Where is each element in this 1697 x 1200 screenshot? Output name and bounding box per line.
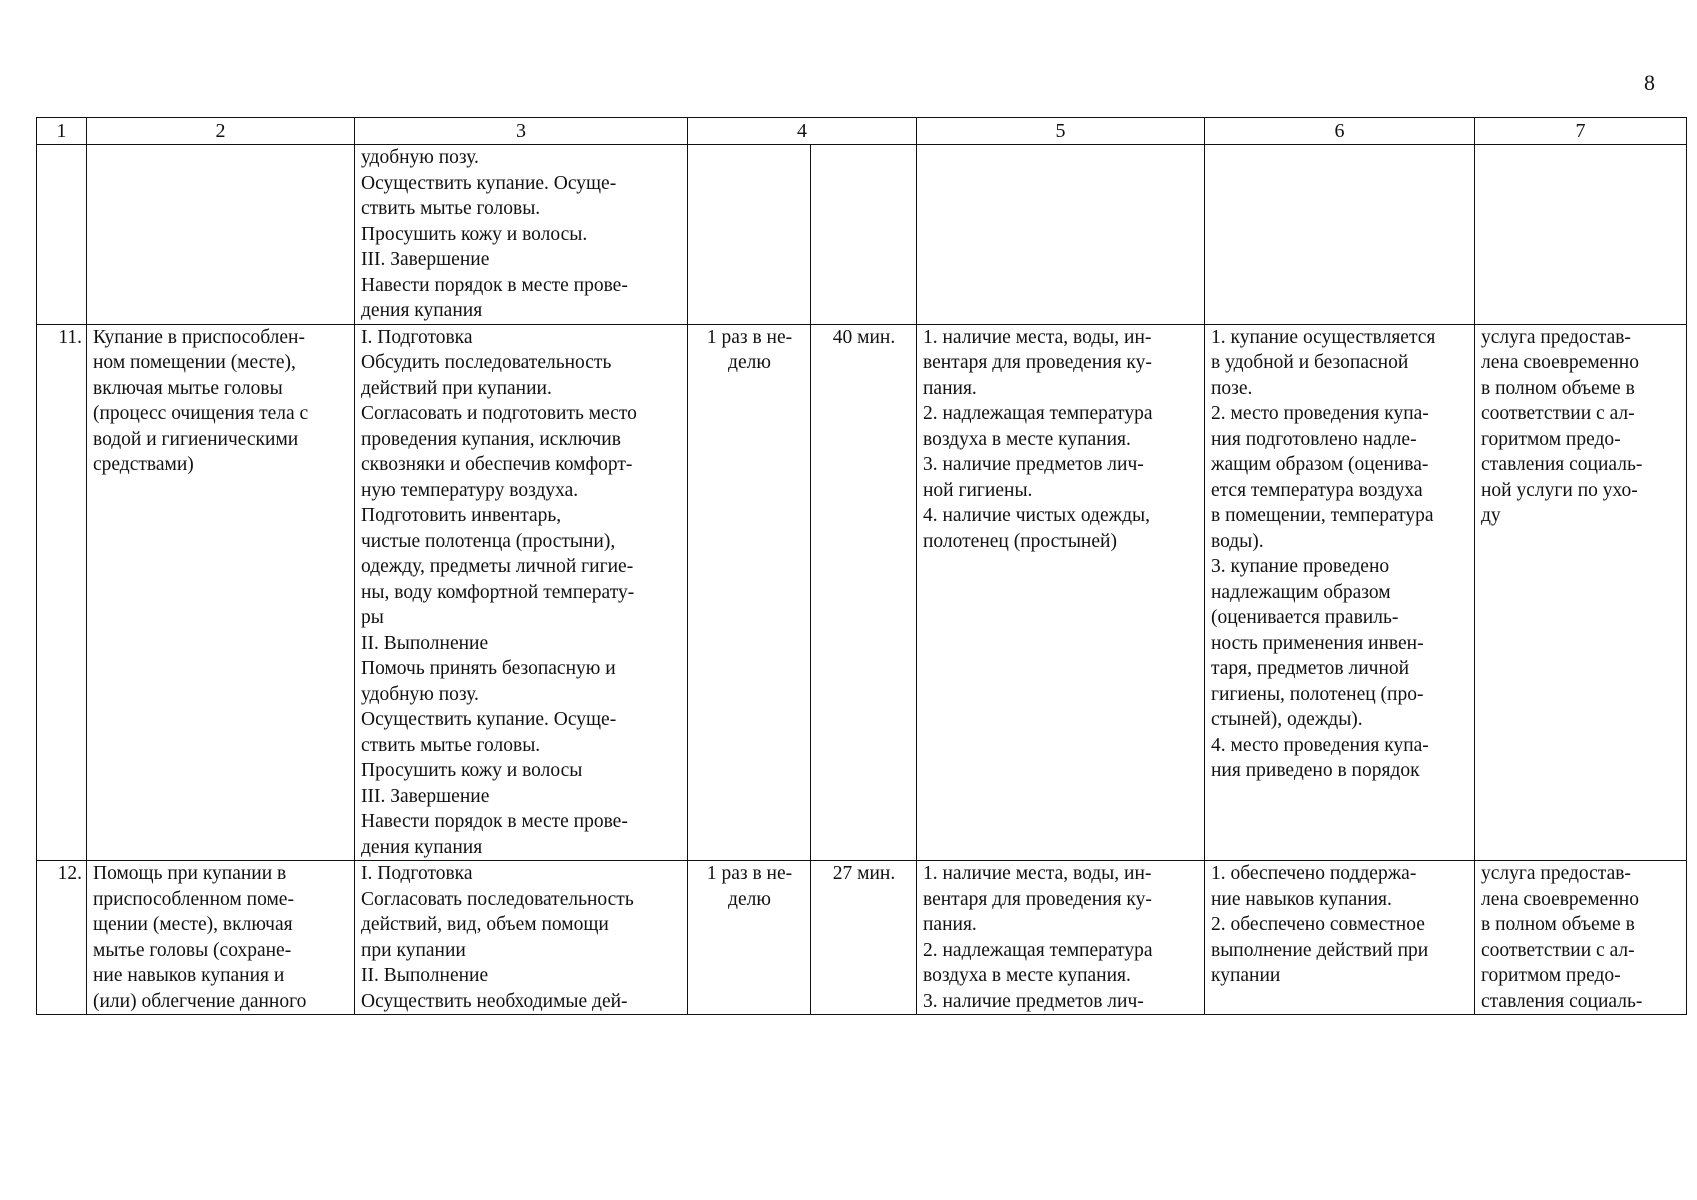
header-cell-1: 1: [37, 118, 87, 145]
text-line: полотенец (простыней): [923, 530, 1117, 552]
text-line: услуга предостав-: [1481, 326, 1631, 348]
text-line: ном помещении (месте),: [93, 352, 296, 373]
services-table: [36, 117, 1687, 1015]
text-line: в удобной и безопасной: [1211, 352, 1409, 373]
text-line: воздуха в месте купания.: [923, 965, 1131, 986]
text-line: ставления социаль-: [1481, 990, 1643, 1012]
text-line: Обсудить последовательность: [361, 352, 612, 373]
text-line: 1. наличие места, воды, ин-: [923, 863, 1152, 884]
header-cell-6: 6: [1205, 118, 1475, 145]
evaluation-cell: [1475, 861, 1687, 1015]
text-line: воздуха в месте купания.: [923, 428, 1131, 450]
text-line: в помещении, температура: [1211, 505, 1434, 526]
text-line: (или) облегчение данного: [93, 990, 307, 1012]
text-line: пания.: [923, 914, 977, 935]
row-number-cell: 12.: [37, 861, 87, 1015]
text-line: Подготовить инвентарь,: [361, 505, 562, 526]
header-cell-5: 5: [917, 118, 1205, 145]
frequency-cell: [688, 145, 811, 325]
text-line: таря, предметов личной: [1211, 658, 1410, 679]
text-line: Просушить кожу и волосы: [361, 760, 583, 781]
text-line: Помочь принять безопасную и: [361, 658, 616, 679]
text-line: приспособленном поме-: [93, 888, 294, 910]
text-line: ность применения инвен-: [1211, 632, 1424, 654]
text-line: лена своевременно: [1481, 888, 1639, 910]
text-line: соответствии с ал-: [1481, 403, 1635, 424]
text-line: стыней), одежды).: [1211, 709, 1363, 730]
text-line: вентаря для проведения ку-: [923, 352, 1152, 373]
text-line: одежду, предметы личной гигие-: [361, 556, 634, 577]
text-line: ствить мытье головы.: [361, 734, 541, 756]
text-line: ние навыков купания и: [93, 965, 285, 986]
text-line: ставления социаль-: [1481, 454, 1643, 475]
text-line: ны, воду комфортной температу-: [361, 581, 635, 603]
text-line: Согласовать и подготовить место: [361, 403, 637, 424]
text-line: Согласовать последовательность: [361, 888, 634, 910]
service-name-cell: [87, 145, 355, 325]
text-line: Помощь при купании в: [93, 863, 287, 884]
text-line: 3. наличие предметов лич-: [923, 454, 1144, 475]
text-line: Просушить кожу и волосы.: [361, 223, 588, 245]
text-line: 1 раз в не-: [706, 326, 793, 348]
text-line: II. Выполнение: [361, 632, 489, 654]
text-line: I. Подготовка: [361, 326, 473, 348]
table-row: [37, 861, 1687, 1015]
text-line: 40 мин.: [832, 326, 896, 348]
frequency-cell: [688, 324, 811, 861]
header-row: [37, 118, 1687, 145]
service-name-cell: [87, 324, 355, 861]
text-line: 2. место проведения купа-: [1211, 403, 1429, 424]
text-line: удобную позу.: [361, 147, 479, 168]
text-line: гигиены, полотенец (про-: [1211, 683, 1424, 705]
text-line: (процесс очищения тела с: [93, 403, 309, 424]
text-line: 4. место проведения купа-: [1211, 734, 1429, 756]
row-number-cell: [37, 145, 87, 325]
text-line: 2. надлежащая температура: [923, 939, 1153, 961]
text-line: ду: [1481, 505, 1501, 526]
text-line: делю: [728, 888, 771, 910]
text-line: Осуществить необходимые дей-: [361, 990, 628, 1012]
text-line: дения купания: [361, 836, 483, 858]
text-line: водой и гигиеническими: [93, 428, 299, 450]
text-line: надлежащим образом: [1211, 581, 1391, 603]
text-line: III. Завершение: [361, 785, 490, 807]
header-cell-3: 3: [355, 118, 688, 145]
page-number: 8: [1644, 70, 1655, 95]
service-name-cell: [87, 861, 355, 1015]
text-line: лена своевременно: [1481, 352, 1639, 373]
text-line: удобную позу.: [361, 683, 479, 705]
text-line: услуга предостав-: [1481, 863, 1631, 884]
results-cell: [1205, 861, 1475, 1015]
text-line: Осуществить купание. Осуще-: [361, 709, 617, 730]
text-line: пания.: [923, 377, 977, 399]
text-line: воды).: [1211, 530, 1264, 552]
conditions-cell: [917, 324, 1205, 861]
text-line: Купание в приспособлен-: [93, 326, 305, 348]
text-line: жащим образом (оценива-: [1211, 454, 1429, 475]
text-line: действий при купании.: [361, 377, 552, 399]
text-line: ние навыков купания.: [1211, 888, 1392, 910]
evaluation-cell: [1475, 145, 1687, 325]
header-cell-2: 2: [87, 118, 355, 145]
row-number-cell: 11.: [37, 324, 87, 861]
text-line: в полном объеме в: [1481, 914, 1635, 935]
table-row: [37, 145, 1687, 325]
text-line: 27 мин.: [832, 863, 896, 884]
text-line: ется температура воздуха: [1211, 479, 1423, 501]
text-line: включая мытье головы: [93, 377, 283, 399]
conditions-cell: [917, 145, 1205, 325]
text-line: 1. наличие места, воды, ин-: [923, 326, 1152, 348]
conditions-cell: [917, 861, 1205, 1015]
duration-cell: [811, 861, 917, 1015]
text-line: чистые полотенца (простыни),: [361, 530, 616, 552]
header-cell-7: 7: [1475, 118, 1687, 145]
text-line: 3. наличие предметов лич-: [923, 990, 1144, 1012]
text-line: ную температуру воздуха.: [361, 479, 579, 501]
text-line: 2. обеспечено совместное: [1211, 914, 1425, 935]
service-steps-cell: [355, 324, 688, 861]
text-line: 1 раз в не-: [706, 863, 793, 884]
text-line: ной гигиены.: [923, 479, 1033, 501]
table-row: [37, 324, 1687, 861]
text-line: 4. наличие чистых одежды,: [923, 505, 1150, 526]
service-steps-cell: [355, 861, 688, 1015]
text-line: 3. купание проведено: [1211, 556, 1390, 577]
text-line: вентаря для проведения ку-: [923, 888, 1152, 910]
text-line: проведения купания, исключив: [361, 428, 621, 450]
text-line: Навести порядок в месте прове-: [361, 274, 628, 296]
text-line: действий, вид, объем помощи: [361, 914, 609, 935]
evaluation-cell: [1475, 324, 1687, 861]
text-line: II. Выполнение: [361, 965, 489, 986]
results-cell: [1205, 145, 1475, 325]
text-line: делю: [728, 352, 771, 373]
text-line: сквозняки и обеспечив комфорт-: [361, 454, 633, 475]
text-line: мытье головы (сохране-: [93, 939, 292, 961]
header-cell-4: 4: [688, 118, 917, 145]
text-line: горитмом предо-: [1481, 965, 1621, 986]
text-line: Осуществить купание. Осуще-: [361, 172, 617, 194]
text-line: 1. купание осуществляется: [1211, 326, 1436, 348]
duration-cell: [811, 324, 917, 861]
text-line: соответствии с ал-: [1481, 939, 1635, 961]
text-line: при купании: [361, 939, 466, 961]
text-line: III. Завершение: [361, 249, 490, 270]
text-line: дения купания: [361, 300, 483, 321]
text-line: ной услуги по ухо-: [1481, 479, 1638, 501]
text-line: 1. обеспечено поддержа-: [1211, 863, 1417, 884]
text-line: ния приведено в порядок: [1211, 760, 1420, 781]
text-line: позе.: [1211, 377, 1253, 399]
text-line: 2. надлежащая температура: [923, 403, 1153, 424]
service-steps-cell: [355, 145, 688, 325]
text-line: щении (месте), включая: [93, 914, 293, 935]
text-line: средствами): [93, 454, 194, 475]
text-line: в полном объеме в: [1481, 377, 1635, 399]
text-line: ния подготовлено надле-: [1211, 428, 1417, 450]
results-cell: [1205, 324, 1475, 861]
text-line: купании: [1211, 965, 1281, 986]
text-line: (оценивается правиль-: [1211, 607, 1399, 628]
duration-cell: [811, 145, 917, 325]
text-line: I. Подготовка: [361, 863, 473, 884]
text-line: горитмом предо-: [1481, 428, 1621, 450]
frequency-cell: [688, 861, 811, 1015]
text-line: выполнение действий при: [1211, 939, 1429, 961]
text-line: ствить мытье головы.: [361, 198, 541, 219]
text-line: Навести порядок в месте прове-: [361, 811, 628, 832]
text-line: ры: [361, 607, 384, 628]
